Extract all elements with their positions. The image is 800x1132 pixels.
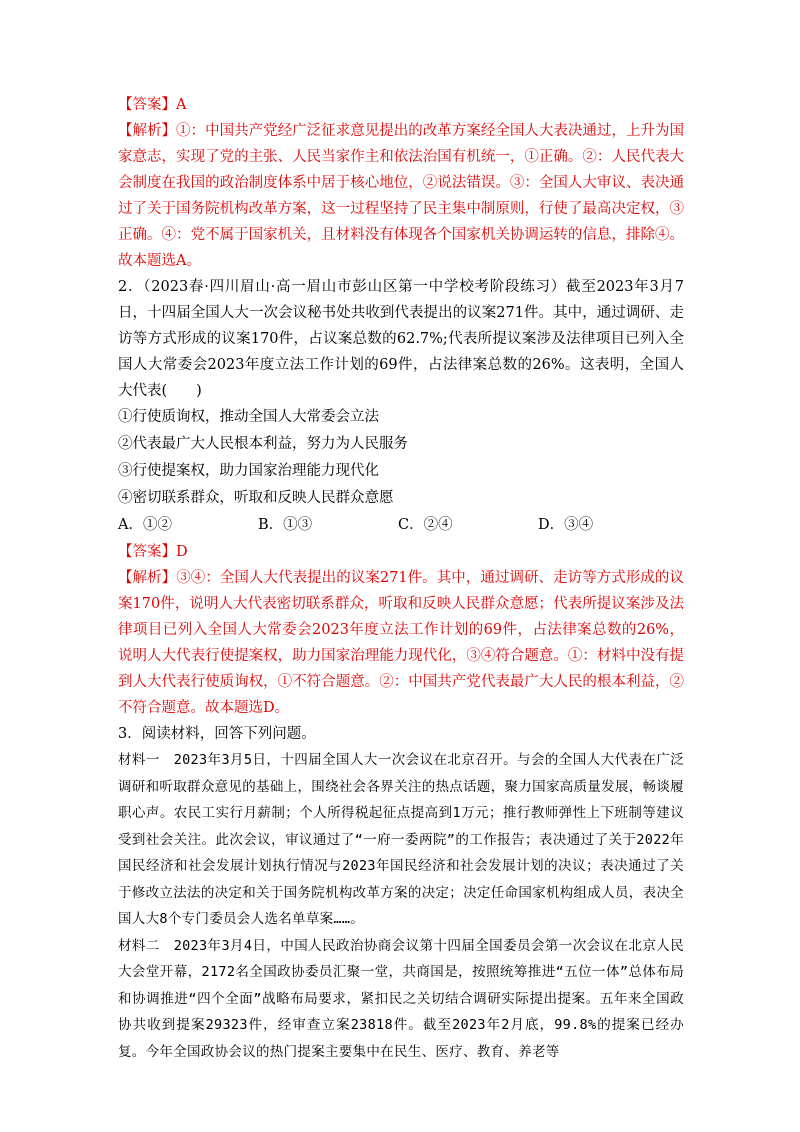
q2-choice-b: B．①③ xyxy=(258,517,313,533)
q2-option-1: ①行使质询权，推动全国人大常委会立法 xyxy=(118,409,379,425)
q2-analysis: 【解析】③④：全国人大代表提出的议案271件。其中，通过调研、走访等方式形成的议案170件，说明人大代表密切联系群众，听取和反映人民群众意愿；代表所提议案涉及法律项目已列入全国人大常委会2023年度立法工作计划的69件，占法律案总数的26%，说明人大代表行使提案权，助力国家治理能力现代化，③④符合题意。①：材料中没有提到人大代表行使质询权，①不符合题意。②：中国共产党代表最广大人民的根本利益，②不符合题意。故本题选D。 xyxy=(118,570,684,716)
q2-choices xyxy=(118,512,684,539)
q1-analysis: 【解析】①：中国共产党经广泛征求意见提出的改革方案经全国人大表决通过，上升为国家意志，实现了党的主张、人民当家作主和依法治国有机统一，①正确。②：人民代表大会制度在我国的政治制度体系中居于核心地位，②说法错误。③：全国人大审议、表决通过了关于国务院机构改革方案，这一过程坚持了民主集中制原则，行使了最高决定权，③正确。④：党不属于国家机关，且材料没有体现各个国家机关协调运转的信息，排除④。故本题选A。 xyxy=(118,123,684,269)
q2-option-3: ③行使提案权，助力国家治理能力现代化 xyxy=(118,463,379,479)
q2-choice-a: A．①② xyxy=(118,517,172,533)
q3-stem: 3．阅读材料，回答下列问题。 xyxy=(118,726,316,742)
q3-material-1: 材料一 2023年3月5日，十四届全国人大一次会议在北京召开。与会的全国人大代表在广泛调研和听取群众意见的基础上，围绕社会各界关注的热点话题，聚力国家高质量发展，畅谈履职心声。农民工实行月薪制；个人所得税起征点提高到1万元；推行教师弹性上下班制等建议受到社会关注。此次会议，审议通过了“一府一委两院”的工作报告；表决通过了关于2022年国民经济和社会发展计划执行情况与2023年国民经济和社会发展计划的决议；表决通过了关于修改立法法的决定和关于国务院机构改革方案的决定；决定任命国家机构组成人员，表决全国人大8个专门委员会人选名单草案……。 xyxy=(118,752,684,927)
q2-choice-d: D．③④ xyxy=(538,517,594,533)
q2-stem: 2．（2023春·四川眉山·高一眉山市彭山区第一中学校考阶段练习）截至2023年3月7日，十四届全国人大一次会议秘书处共收到代表提出的议案271件。其中，通过调研、走访等方式形成的议案170件，占议案总数的62.7%;代表所提议案涉及法律项目已列入全国人大常委会2023年度立法工作计划的69件，占法律案总数的26%。这表明，全国人大代表( ) xyxy=(118,279,684,399)
question-content xyxy=(118,92,684,1065)
q2-option-2: ②代表最广大人民根本利益，努力为人民服务 xyxy=(118,436,408,452)
q1-answer: 【答案】A xyxy=(118,97,187,113)
q2-option-4: ④密切联系群众，听取和反映人民群众意愿 xyxy=(118,490,394,506)
q2-answer: 【答案】D xyxy=(118,544,188,560)
q2-choice-c: C．②④ xyxy=(398,517,453,533)
q3-material-2: 材料二 2023年3月4日，中国人民政治协商会议第十四届全国委员会第一次会议在北京人民大会堂开幕，2172名全国政协委员汇聚一堂，共商国是，按照统筹推进“五位一体”总体布局和协调推进“四个全面”战略布局要求，紧扣民之关切结合调研实际提出提案。五年来全国政协共收到提案29323件，经审查立案23818件。截至2023年2月底，99.8%的提案已经办复。今年全国政协会议的热门提案主要集中在民生、医疗、教育、养老等 xyxy=(118,937,684,1060)
